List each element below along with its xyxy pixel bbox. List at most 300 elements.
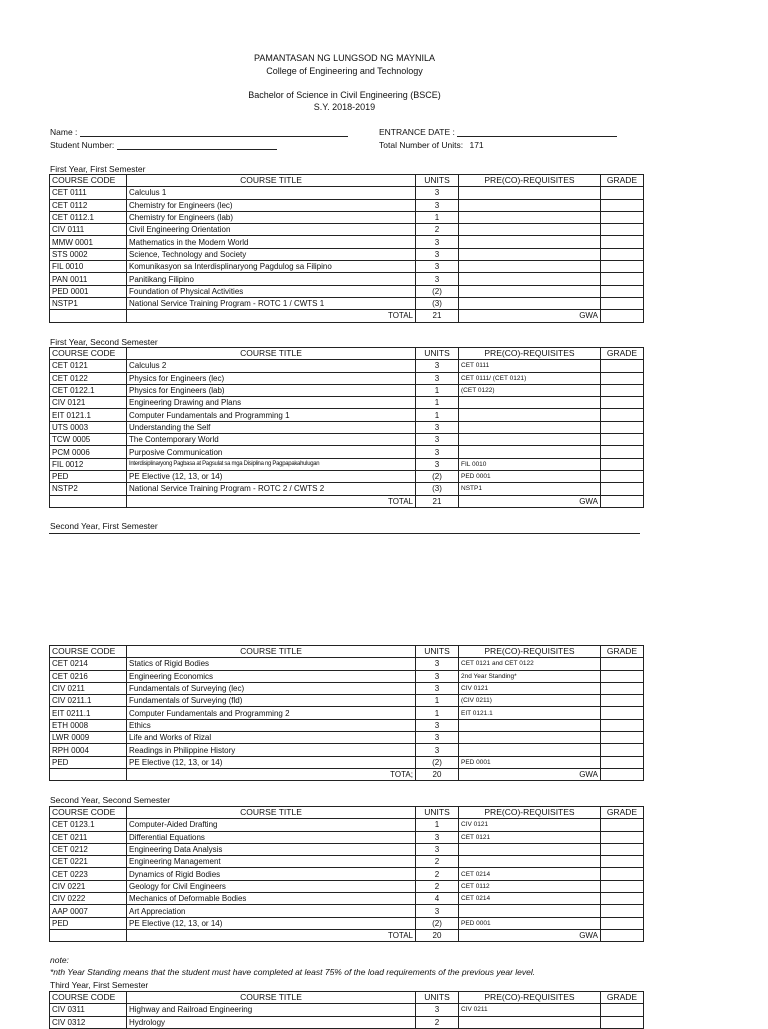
- table-row: [50, 670, 644, 682]
- col-prerequisites: PRE(CO)-REQUISITES: [459, 348, 601, 360]
- prerequisites-cell: CET 0121: [459, 831, 601, 843]
- course-code-cell: CET 0111: [50, 187, 127, 199]
- table-row: [50, 1016, 644, 1028]
- course-code-cell: CIV 0211: [50, 682, 127, 694]
- units-cell: 1: [416, 409, 459, 421]
- prerequisites-cell: [459, 843, 601, 855]
- grade-cell[interactable]: [601, 360, 644, 372]
- table-row: [50, 682, 644, 694]
- course-code-cell: CIV 0221: [50, 880, 127, 892]
- prerequisites-cell: CET 0112: [459, 880, 601, 892]
- prerequisites-cell: CET 0111: [459, 360, 601, 372]
- gwa-value-cell[interactable]: [601, 495, 644, 507]
- units-cell: 3: [416, 372, 459, 384]
- course-title-cell: Statics of Rigid Bodies: [127, 658, 416, 670]
- col-units: UNITS: [416, 807, 459, 819]
- units-cell: 3: [416, 1004, 459, 1016]
- table-row: [50, 211, 644, 223]
- units-cell: 3: [416, 682, 459, 694]
- table-row: [50, 458, 644, 470]
- prerequisites-cell: 2nd Year Standing*: [459, 670, 601, 682]
- grade-cell[interactable]: [601, 868, 644, 880]
- units-cell: (3): [416, 483, 459, 495]
- course-title-cell: Komunikasyon sa Interdisplinaryong Pagdulog sa Filipino: [127, 261, 416, 273]
- course-title-cell: Civil Engineering Orientation: [127, 224, 416, 236]
- course-title-cell: Computer Fundamentals and Programming 1: [127, 409, 416, 421]
- course-table: [49, 991, 644, 1029]
- table-row: [50, 248, 644, 260]
- prerequisites-cell: [459, 446, 601, 458]
- prerequisites-cell: [459, 236, 601, 248]
- course-code-cell: NSTP1: [50, 297, 127, 309]
- course-table: [49, 806, 644, 942]
- prerequisites-cell: EIT 0121.1: [459, 707, 601, 719]
- semester-title: First Year, First Semester: [50, 164, 146, 174]
- col-grade: GRADE: [601, 646, 644, 658]
- grade-cell[interactable]: [601, 285, 644, 297]
- course-code-cell: CET 0211: [50, 831, 127, 843]
- grade-cell[interactable]: [601, 905, 644, 917]
- course-code-cell: STS 0002: [50, 248, 127, 260]
- units-cell: 3: [416, 831, 459, 843]
- course-title-cell: Science, Technology and Society: [127, 248, 416, 260]
- units-cell: 2: [416, 1016, 459, 1028]
- total-blank-cell: [50, 495, 127, 507]
- prerequisites-cell: [459, 199, 601, 211]
- col-units: UNITS: [416, 992, 459, 1004]
- table-header: [50, 807, 644, 819]
- grade-cell[interactable]: [601, 917, 644, 929]
- section-divider: [49, 533, 640, 534]
- prerequisites-cell: [459, 397, 601, 409]
- name-line: [50, 127, 348, 137]
- prerequisites-cell: CIV 0121: [459, 819, 601, 831]
- table-row: [50, 483, 644, 495]
- course-title-cell: Fundamentals of Surveying (fld): [127, 695, 416, 707]
- units-cell: 3: [416, 905, 459, 917]
- gwa-label: GWA: [459, 929, 601, 941]
- gwa-value-cell[interactable]: [601, 768, 644, 780]
- course-code-cell: FIL 0012: [50, 458, 127, 470]
- semester-title: Second Year, First Semester: [50, 521, 158, 531]
- table-row: [50, 868, 644, 880]
- col-course-title: COURSE TITLE: [127, 348, 416, 360]
- course-code-cell: CIV 0222: [50, 893, 127, 905]
- col-grade: GRADE: [601, 992, 644, 1004]
- course-title-cell: National Service Training Program - ROTC 1 / CWTS 1: [127, 297, 416, 309]
- course-code-cell: UTS 0003: [50, 421, 127, 433]
- total-row: [50, 768, 644, 780]
- table-row: [50, 360, 644, 372]
- entrance-date-field[interactable]: [457, 127, 617, 137]
- gwa-label: GWA: [459, 495, 601, 507]
- table-row: [50, 384, 644, 396]
- course-code-cell: LWR 0009: [50, 732, 127, 744]
- total-label: TOTAL: [127, 929, 416, 941]
- units-cell: 2: [416, 856, 459, 868]
- course-title-cell: Mechanics of Deformable Bodies: [127, 893, 416, 905]
- school-year: S.Y. 2018-2019: [313, 102, 376, 112]
- grade-cell[interactable]: [601, 273, 644, 285]
- grade-cell[interactable]: [601, 707, 644, 719]
- table-row: [50, 917, 644, 929]
- total-units-value: 171: [469, 140, 484, 150]
- prerequisites-cell: CET 0121 and CET 0122: [459, 658, 601, 670]
- units-cell: 3: [416, 261, 459, 273]
- gwa-label: GWA: [459, 768, 601, 780]
- table-row: [50, 756, 644, 768]
- course-code-cell: CET 0122: [50, 372, 127, 384]
- table-header: [50, 992, 644, 1004]
- course-title-cell: Foundation of Physical Activities: [127, 285, 416, 297]
- total-units: 21: [416, 310, 459, 322]
- col-course-code: COURSE CODE: [50, 175, 127, 187]
- col-course-code: COURSE CODE: [50, 646, 127, 658]
- grade-cell[interactable]: [601, 421, 644, 433]
- course-title-cell: Geology for Civil Engineers: [127, 880, 416, 892]
- course-code-cell: CET 0212: [50, 843, 127, 855]
- prerequisites-cell: NSTP1: [459, 483, 601, 495]
- course-code-cell: CET 0112.1: [50, 211, 127, 223]
- units-cell: 3: [416, 421, 459, 433]
- table-row: [50, 1004, 644, 1016]
- course-title-cell: Purposive Communication: [127, 446, 416, 458]
- course-title-cell: Computer-Aided Drafting: [127, 819, 416, 831]
- table-row: [50, 831, 644, 843]
- table-header: [50, 348, 644, 360]
- units-cell: 1: [416, 819, 459, 831]
- course-title-cell: PE Elective (12, 13, or 14): [127, 756, 416, 768]
- grade-cell[interactable]: [601, 483, 644, 495]
- course-title-cell: Art Appreciation: [127, 905, 416, 917]
- col-units: UNITS: [416, 646, 459, 658]
- semester-title: Second Year, Second Semester: [50, 795, 171, 805]
- grade-cell[interactable]: [601, 199, 644, 211]
- units-cell: 3: [416, 843, 459, 855]
- total-blank-cell: [50, 929, 127, 941]
- course-title-cell: Engineering Management: [127, 856, 416, 868]
- col-course-code: COURSE CODE: [50, 348, 127, 360]
- units-cell: 2: [416, 224, 459, 236]
- entrance-date-line: [379, 127, 617, 137]
- course-code-cell: CIV 0111: [50, 224, 127, 236]
- course-code-cell: AAP 0007: [50, 905, 127, 917]
- table-row: [50, 707, 644, 719]
- course-code-cell: CET 0214: [50, 658, 127, 670]
- gwa-value-cell[interactable]: [601, 929, 644, 941]
- total-units: 20: [416, 929, 459, 941]
- course-code-cell: CET 0221: [50, 856, 127, 868]
- table-row: [50, 893, 644, 905]
- grade-cell[interactable]: [601, 744, 644, 756]
- col-course-title: COURSE TITLE: [127, 646, 416, 658]
- table-row: [50, 732, 644, 744]
- table-row: [50, 409, 644, 421]
- prerequisites-cell: [459, 856, 601, 868]
- col-course-title: COURSE TITLE: [127, 992, 416, 1004]
- student-number-label: Student Number:: [50, 140, 115, 150]
- semester-title: Third Year, First Semester: [50, 980, 149, 990]
- grade-cell[interactable]: [601, 446, 644, 458]
- prerequisites-cell: (CIV 0211): [459, 695, 601, 707]
- grade-cell[interactable]: [601, 856, 644, 868]
- units-cell: 3: [416, 434, 459, 446]
- col-units: UNITS: [416, 348, 459, 360]
- grade-cell[interactable]: [601, 831, 644, 843]
- grade-cell[interactable]: [601, 1004, 644, 1016]
- table-row: [50, 905, 644, 917]
- course-title-cell: Hydrology: [127, 1016, 416, 1028]
- college-name: College of Engineering and Technology: [266, 66, 423, 76]
- entrance-date-label: ENTRANCE DATE :: [379, 127, 455, 137]
- course-title-cell: PE Elective (12, 13, or 14): [127, 917, 416, 929]
- total-label: TOTAL: [127, 310, 416, 322]
- prerequisites-cell: CIV 0211: [459, 1004, 601, 1016]
- course-code-cell: NSTP2: [50, 483, 127, 495]
- col-prerequisites: PRE(CO)-REQUISITES: [459, 646, 601, 658]
- table-row: [50, 695, 644, 707]
- course-title-cell: PE Elective (12, 13, or 14): [127, 470, 416, 482]
- units-cell: 2: [416, 868, 459, 880]
- course-table: [49, 645, 644, 781]
- course-title-cell: Understanding the Self: [127, 421, 416, 433]
- course-title-cell: Chemistry for Engineers (lab): [127, 211, 416, 223]
- grade-cell[interactable]: [601, 187, 644, 199]
- table-row: [50, 273, 644, 285]
- units-cell: 3: [416, 744, 459, 756]
- grade-cell[interactable]: [601, 297, 644, 309]
- course-title-cell: Calculus 2: [127, 360, 416, 372]
- grade-cell[interactable]: [601, 470, 644, 482]
- course-code-cell: MMW 0001: [50, 236, 127, 248]
- course-title-cell: Physics for Engineers (lec): [127, 372, 416, 384]
- grade-cell[interactable]: [601, 384, 644, 396]
- grade-cell[interactable]: [601, 236, 644, 248]
- units-cell: 1: [416, 397, 459, 409]
- table-row: [50, 856, 644, 868]
- course-code-cell: CIV 0311: [50, 1004, 127, 1016]
- col-grade: GRADE: [601, 175, 644, 187]
- course-code-cell: CIV 0121: [50, 397, 127, 409]
- grade-cell[interactable]: [601, 409, 644, 421]
- total-row: [50, 929, 644, 941]
- grade-cell[interactable]: [601, 211, 644, 223]
- note-label: note:: [50, 955, 69, 965]
- course-code-cell: ETH 0008: [50, 719, 127, 731]
- grade-cell[interactable]: [601, 1016, 644, 1028]
- units-cell: (2): [416, 470, 459, 482]
- grade-cell[interactable]: [601, 372, 644, 384]
- prerequisites-cell: [459, 719, 601, 731]
- program-name: Bachelor of Science in Civil Engineering (BSCE): [248, 90, 441, 100]
- units-cell: 3: [416, 187, 459, 199]
- units-cell: 1: [416, 707, 459, 719]
- grade-cell[interactable]: [601, 224, 644, 236]
- course-title-cell: Fundamentals of Surveying (lec): [127, 682, 416, 694]
- table-row: [50, 843, 644, 855]
- prerequisites-cell: [459, 905, 601, 917]
- units-cell: (2): [416, 285, 459, 297]
- course-code-cell: PAN 0011: [50, 273, 127, 285]
- grade-cell[interactable]: [601, 261, 644, 273]
- grade-cell[interactable]: [601, 732, 644, 744]
- gwa-value-cell[interactable]: [601, 310, 644, 322]
- course-title-cell: Interdisiplinaryong Pagbasa at Pagsulat sa mga Disiplina ng Pagpapakahulugan: [127, 458, 416, 470]
- prerequisites-cell: [459, 248, 601, 260]
- total-blank-cell: [50, 310, 127, 322]
- units-cell: 3: [416, 458, 459, 470]
- table-header: [50, 175, 644, 187]
- units-cell: 4: [416, 893, 459, 905]
- course-code-cell: FIL 0010: [50, 261, 127, 273]
- units-cell: 3: [416, 732, 459, 744]
- units-cell: 3: [416, 248, 459, 260]
- prerequisites-cell: [459, 421, 601, 433]
- grade-cell[interactable]: [601, 658, 644, 670]
- student-number-field[interactable]: [117, 140, 277, 150]
- prerequisites-cell: PED 0001: [459, 756, 601, 768]
- course-title-cell: Highway and Railroad Engineering: [127, 1004, 416, 1016]
- units-cell: 3: [416, 360, 459, 372]
- table-header: [50, 646, 644, 658]
- course-title-cell: Engineering Economics: [127, 670, 416, 682]
- prerequisites-cell: [459, 224, 601, 236]
- prerequisites-cell: (CET 0122): [459, 384, 601, 396]
- course-code-cell: PED 0001: [50, 285, 127, 297]
- course-code-cell: PED: [50, 756, 127, 768]
- course-code-cell: CET 0112: [50, 199, 127, 211]
- table-row: [50, 297, 644, 309]
- course-title-cell: Panitikang Filipino: [127, 273, 416, 285]
- grade-cell[interactable]: [601, 756, 644, 768]
- prerequisites-cell: [459, 297, 601, 309]
- col-units: UNITS: [416, 175, 459, 187]
- table-row: [50, 658, 644, 670]
- grade-cell[interactable]: [601, 248, 644, 260]
- col-prerequisites: PRE(CO)-REQUISITES: [459, 992, 601, 1004]
- table-row: [50, 199, 644, 211]
- prerequisites-cell: [459, 187, 601, 199]
- col-grade: GRADE: [601, 807, 644, 819]
- col-course-code: COURSE CODE: [50, 807, 127, 819]
- grade-cell[interactable]: [601, 843, 644, 855]
- units-cell: 3: [416, 273, 459, 285]
- grade-cell[interactable]: [601, 695, 644, 707]
- total-units: 21: [416, 495, 459, 507]
- course-code-cell: CET 0216: [50, 670, 127, 682]
- grade-cell[interactable]: [601, 670, 644, 682]
- col-course-title: COURSE TITLE: [127, 807, 416, 819]
- total-units: 20: [416, 768, 459, 780]
- table-row: [50, 470, 644, 482]
- units-cell: (3): [416, 297, 459, 309]
- col-course-title: COURSE TITLE: [127, 175, 416, 187]
- prerequisites-cell: [459, 1016, 601, 1028]
- course-title-cell: Engineering Drawing and Plans: [127, 397, 416, 409]
- units-cell: 3: [416, 658, 459, 670]
- course-table: [49, 347, 644, 508]
- total-units-line: [379, 140, 484, 150]
- units-cell: 1: [416, 211, 459, 223]
- course-title-cell: Readings in Philippine History: [127, 744, 416, 756]
- grade-cell[interactable]: [601, 397, 644, 409]
- prerequisites-cell: CIV 0121: [459, 682, 601, 694]
- total-label: TOTAL: [127, 495, 416, 507]
- units-cell: (2): [416, 917, 459, 929]
- course-code-cell: CET 0122.1: [50, 384, 127, 396]
- name-label: Name :: [50, 127, 78, 137]
- units-cell: 1: [416, 384, 459, 396]
- table-row: [50, 261, 644, 273]
- semester-title: First Year, Second Semester: [50, 337, 158, 347]
- table-row: [50, 880, 644, 892]
- grade-cell[interactable]: [601, 458, 644, 470]
- grade-cell[interactable]: [601, 819, 644, 831]
- course-title-cell: Chemistry for Engineers (lec): [127, 199, 416, 211]
- course-title-cell: Dynamics of Rigid Bodies: [127, 868, 416, 880]
- prerequisites-cell: [459, 273, 601, 285]
- university-name: PAMANTASAN NG LUNGSOD NG MAYNILA: [253, 53, 436, 63]
- prerequisites-cell: CET 0111/ (CET 0121): [459, 372, 601, 384]
- units-cell: 3: [416, 670, 459, 682]
- course-title-cell: The Contemporary World: [127, 434, 416, 446]
- table-row: [50, 285, 644, 297]
- name-field[interactable]: [80, 127, 348, 137]
- course-code-cell: CET 0223: [50, 868, 127, 880]
- grade-cell[interactable]: [601, 719, 644, 731]
- table-row: [50, 236, 644, 248]
- grade-cell[interactable]: [601, 893, 644, 905]
- grade-cell[interactable]: [601, 880, 644, 892]
- table-row: [50, 372, 644, 384]
- units-cell: 2: [416, 880, 459, 892]
- total-row: [50, 495, 644, 507]
- course-code-cell: EIT 0211.1: [50, 707, 127, 719]
- course-code-cell: EIT 0121.1: [50, 409, 127, 421]
- col-prerequisites: PRE(CO)-REQUISITES: [459, 807, 601, 819]
- table-row: [50, 397, 644, 409]
- course-code-cell: PED: [50, 470, 127, 482]
- course-code-cell: CET 0121: [50, 360, 127, 372]
- units-cell: (2): [416, 756, 459, 768]
- prerequisites-cell: [459, 261, 601, 273]
- table-row: [50, 719, 644, 731]
- table-row: [50, 434, 644, 446]
- course-code-cell: PED: [50, 917, 127, 929]
- prerequisites-cell: FIL 0010: [459, 458, 601, 470]
- course-code-cell: CET 0123.1: [50, 819, 127, 831]
- grade-cell[interactable]: [601, 434, 644, 446]
- total-label: TOTA;: [127, 768, 416, 780]
- course-title-cell: National Service Training Program - ROTC 2 / CWTS 2: [127, 483, 416, 495]
- prerequisites-cell: [459, 211, 601, 223]
- table-row: [50, 187, 644, 199]
- grade-cell[interactable]: [601, 682, 644, 694]
- table-row: [50, 819, 644, 831]
- prerequisites-cell: [459, 732, 601, 744]
- prerequisites-cell: [459, 285, 601, 297]
- note-text: *nth Year Standing means that the student must have completed at least 75% of the load requirements of the previous year level.: [50, 967, 536, 977]
- prerequisites-cell: [459, 434, 601, 446]
- prerequisites-cell: CET 0214: [459, 868, 601, 880]
- course-title-cell: Computer Fundamentals and Programming 2: [127, 707, 416, 719]
- course-code-cell: CIV 0312: [50, 1016, 127, 1028]
- units-cell: 1: [416, 695, 459, 707]
- prerequisites-cell: [459, 744, 601, 756]
- course-code-cell: RPH 0004: [50, 744, 127, 756]
- table-row: [50, 744, 644, 756]
- course-title-cell: Life and Works of Rizal: [127, 732, 416, 744]
